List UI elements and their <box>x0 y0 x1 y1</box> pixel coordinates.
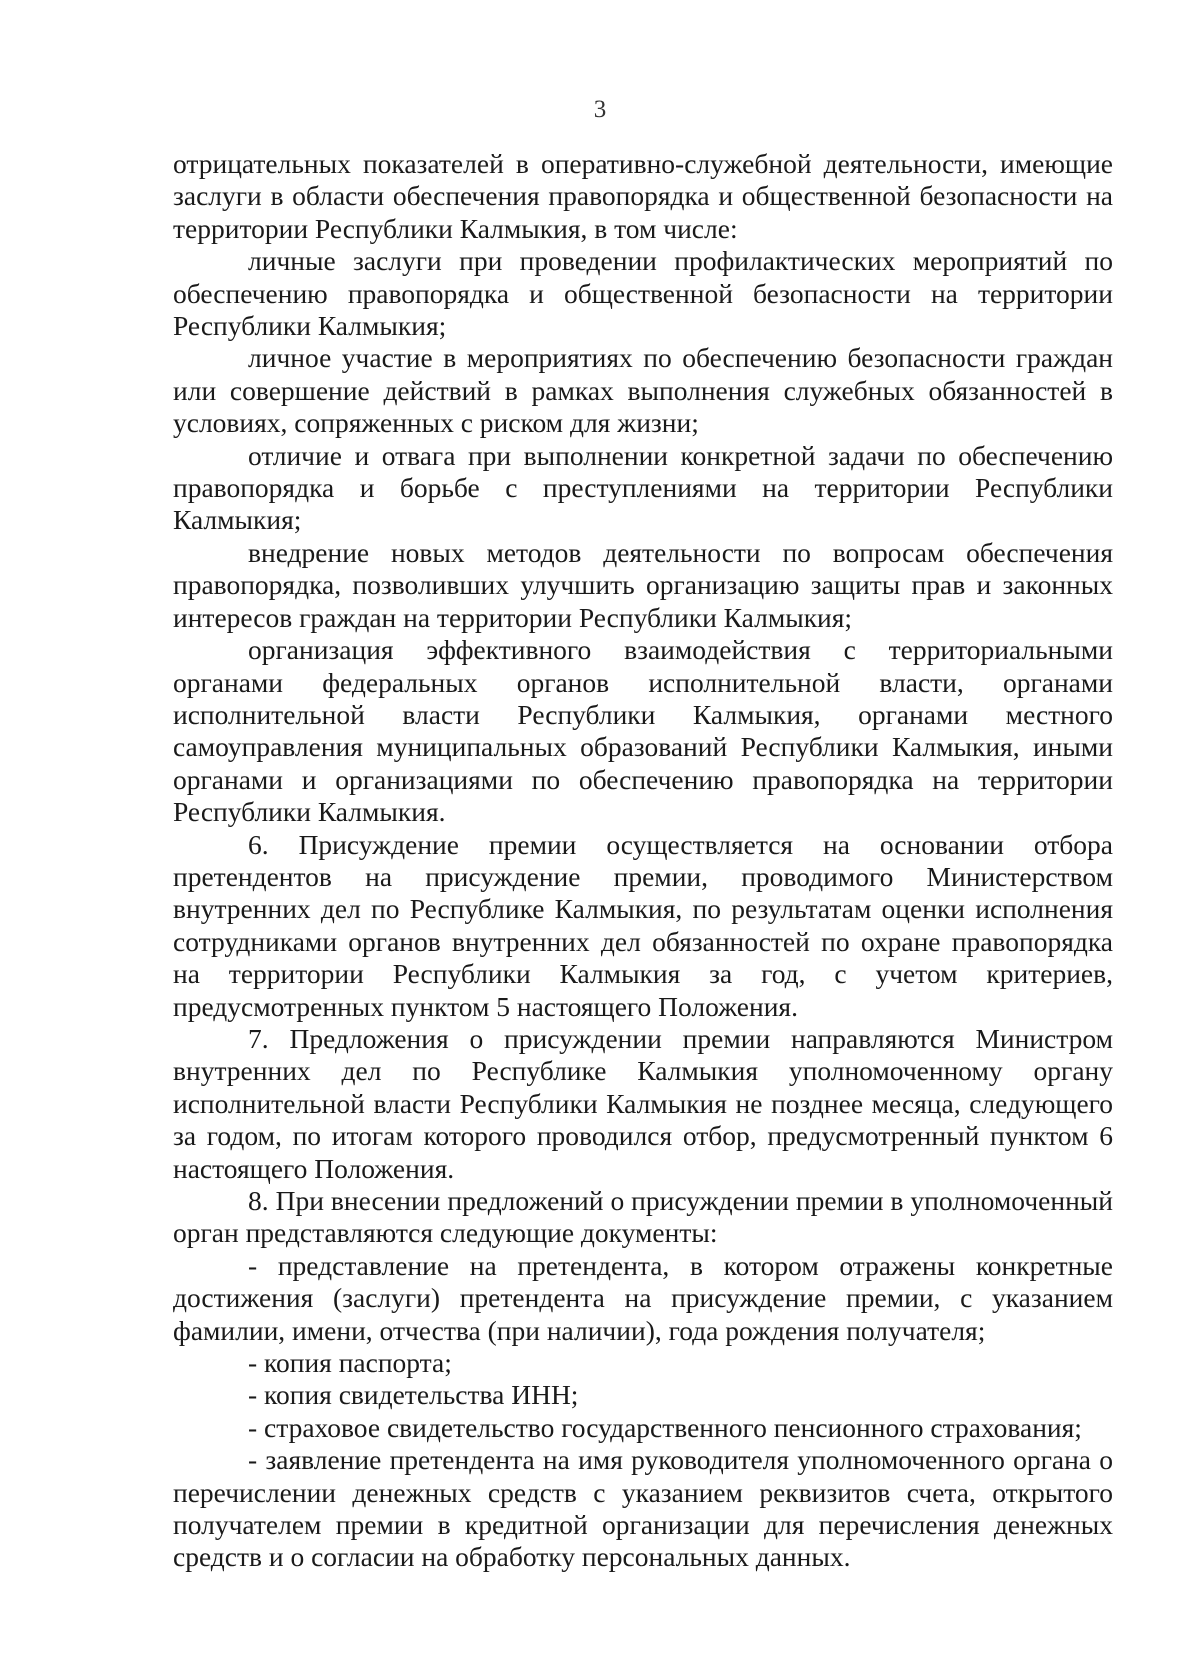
paragraph-item-7: 7. Предложения о присуждении премии направляются Министром внутренних дел по Республике Калмыкия уполномоченному органу исполнительной власти Республики Калмыкия не позднее месяца, следующего за годом, по итогам которого проводился отбор, предусмотренный пунктом 6 настоящего Положения. <box>173 1022 1113 1184</box>
list-item: - заявление претендента на имя руководителя уполномоченного органа о перечислении денежных средств с указанием реквизитов счета, открытого получателем премии в кредитной организации для перечисления денежных средств и о согласии на обработку персональных данных. <box>173 1444 1113 1573</box>
list-item: - копия паспорта; <box>248 1347 452 1379</box>
paragraph-item-6: 6. Присуждение премии осуществляется на основании отбора претендентов на присуждение премии, проводимого Министерством внутренних дел по Республике Калмыкия, по результатам оценки исполнения сотрудниками органов внутренних дел обязанностей по охране правопорядка на территории Республики Калмыкия за год, с учетом критериев, предусмотренных пунктом 5 настоящего Положения. <box>173 828 1113 1022</box>
paragraph: личное участие в мероприятиях по обеспечению безопасности граждан или совершение действий в рамках выполнения служебных обязанностей в условиях, сопряженных с риском для жизни; <box>173 342 1113 439</box>
paragraph: внедрение новых методов деятельности по вопросам обеспечения правопорядка, позволивших улучшить организацию защиты прав и законных интересов граждан на территории Республики Калмыкия; <box>173 536 1113 633</box>
list-item: - страховое свидетельство государственного пенсионного страхования; <box>248 1411 1082 1443</box>
page-number: 3 <box>593 96 607 123</box>
document-body <box>173 148 1113 1574</box>
paragraph: личные заслуги при проведении профилактических мероприятий по обеспечению правопорядка и общественной безопасности на территории Республики Калмыкия; <box>173 245 1113 342</box>
paragraph-item-8: 8. При внесении предложений о присуждении премии в уполномоченный орган представляются следующие документы: <box>173 1185 1113 1249</box>
paragraph: отличие и отвага при выполнении конкретной задачи по обеспечению правопорядка и борьбе с преступлениями на территории Республики Калмыкия; <box>173 439 1113 536</box>
list-item: - копия свидетельства ИНН; <box>248 1379 579 1411</box>
list-item: - представление на претендента, в котором отражены конкретные достижения (заслуги) претендента на присуждение премии, с указанием фамилии, имени, отчества (при наличии), года рождения получателя; <box>173 1249 1113 1346</box>
paragraph: отрицательных показателей в оперативно-служебной деятельности, имеющие заслуги в области обеспечения правопорядка и общественной безопасности на территории Республики Калмыкия, в том числе: <box>173 148 1113 244</box>
paragraph: организация эффективного взаимодействия с территориальными органами федеральных органов исполнительной власти, органами исполнительной власти Республики Калмыкия, органами местного самоуправления муниципальных образований Республики Калмыкия, иными органами и организациями по обеспечению правопорядка на территории Республики Калмыкия. <box>173 634 1113 828</box>
